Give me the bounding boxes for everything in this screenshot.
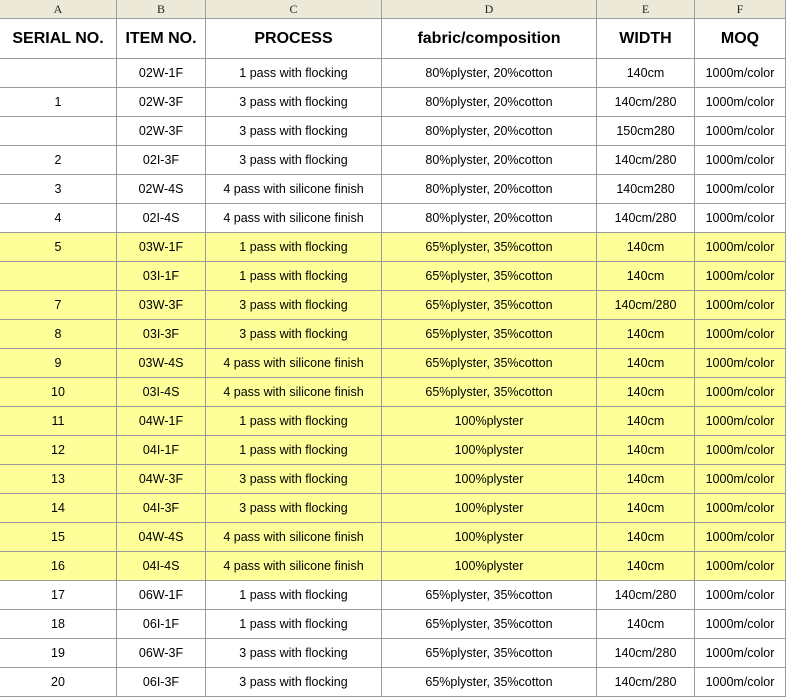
- cell-serial-no[interactable]: 5: [0, 233, 117, 261]
- cell-fabric-composition[interactable]: 65%plyster, 35%cotton: [382, 639, 597, 667]
- cell-item-no[interactable]: 03I-1F: [117, 262, 206, 290]
- table-row: [0, 552, 786, 581]
- header-row: [0, 19, 786, 59]
- cell-moq[interactable]: 1000m/color: [695, 88, 786, 116]
- cell-width[interactable]: 140cm/280: [597, 88, 695, 116]
- column-letter-a[interactable]: A: [0, 0, 117, 18]
- cell-fabric-composition[interactable]: 65%plyster, 35%cotton: [382, 233, 597, 261]
- cell-item-no[interactable]: 04I-1F: [117, 436, 206, 464]
- table-body: [0, 59, 786, 697]
- cell-item-no[interactable]: 04W-1F: [117, 407, 206, 435]
- cell-moq[interactable]: 1000m/color: [695, 378, 786, 406]
- cell-process[interactable]: 3 pass with flocking: [206, 639, 382, 667]
- cell-serial-no[interactable]: [0, 117, 117, 145]
- cell-serial-no[interactable]: 20: [0, 668, 117, 696]
- table-row: [0, 407, 786, 436]
- cell-width[interactable]: 140cm: [597, 349, 695, 377]
- cell-process[interactable]: 3 pass with flocking: [206, 465, 382, 493]
- cell-serial-no[interactable]: [0, 262, 117, 290]
- cell-width[interactable]: 140cm/280: [597, 668, 695, 696]
- cell-item-no[interactable]: 02I-4S: [117, 204, 206, 232]
- cell-process[interactable]: 3 pass with flocking: [206, 291, 382, 319]
- cell-width[interactable]: 140cm: [597, 59, 695, 87]
- cell-process[interactable]: 3 pass with flocking: [206, 146, 382, 174]
- cell-fabric-composition[interactable]: 80%plyster, 20%cotton: [382, 59, 597, 87]
- cell-item-no[interactable]: 02I-3F: [117, 146, 206, 174]
- cell-fabric-composition[interactable]: 65%plyster, 35%cotton: [382, 610, 597, 638]
- cell-item-no[interactable]: 03W-1F: [117, 233, 206, 261]
- table-row: [0, 465, 786, 494]
- cell-width[interactable]: 140cm: [597, 233, 695, 261]
- cell-fabric-composition[interactable]: 100%plyster: [382, 465, 597, 493]
- cell-fabric-composition[interactable]: 100%plyster: [382, 552, 597, 580]
- cell-process[interactable]: 1 pass with flocking: [206, 610, 382, 638]
- cell-process[interactable]: 4 pass with silicone finish: [206, 552, 382, 580]
- cell-process[interactable]: 3 pass with flocking: [206, 117, 382, 145]
- cell-width[interactable]: 140cm: [597, 494, 695, 522]
- cell-moq[interactable]: 1000m/color: [695, 465, 786, 493]
- cell-serial-no[interactable]: 1: [0, 88, 117, 116]
- cell-item-no[interactable]: 03I-3F: [117, 320, 206, 348]
- cell-moq[interactable]: 1000m/color: [695, 407, 786, 435]
- cell-item-no[interactable]: 04I-3F: [117, 494, 206, 522]
- cell-fabric-composition[interactable]: 100%plyster: [382, 523, 597, 551]
- cell-moq[interactable]: 1000m/color: [695, 639, 786, 667]
- cell-width[interactable]: 140cm: [597, 552, 695, 580]
- cell-serial-no[interactable]: 3: [0, 175, 117, 203]
- cell-fabric-composition[interactable]: 100%plyster: [382, 436, 597, 464]
- header-item-no[interactable]: ITEM NO.: [117, 19, 206, 58]
- cell-item-no[interactable]: 03W-3F: [117, 291, 206, 319]
- cell-serial-no[interactable]: 13: [0, 465, 117, 493]
- cell-fabric-composition[interactable]: 65%plyster, 35%cotton: [382, 668, 597, 696]
- cell-item-no[interactable]: 03I-4S: [117, 378, 206, 406]
- cell-item-no[interactable]: 02W-1F: [117, 59, 206, 87]
- table-row: [0, 378, 786, 407]
- cell-fabric-composition[interactable]: 80%plyster, 20%cotton: [382, 204, 597, 232]
- table-row: [0, 581, 786, 610]
- cell-process[interactable]: 1 pass with flocking: [206, 436, 382, 464]
- cell-fabric-composition[interactable]: 65%plyster, 35%cotton: [382, 349, 597, 377]
- cell-fabric-composition[interactable]: 65%plyster, 35%cotton: [382, 262, 597, 290]
- cell-moq[interactable]: 1000m/color: [695, 146, 786, 174]
- cell-moq[interactable]: 1000m/color: [695, 552, 786, 580]
- column-letter-b[interactable]: B: [117, 0, 206, 18]
- cell-serial-no[interactable]: 17: [0, 581, 117, 609]
- table-row: [0, 291, 786, 320]
- cell-moq[interactable]: 1000m/color: [695, 291, 786, 319]
- table-row: [0, 610, 786, 639]
- cell-width[interactable]: 140cm: [597, 262, 695, 290]
- cell-fabric-composition[interactable]: 65%plyster, 35%cotton: [382, 291, 597, 319]
- column-letter-bar: [0, 0, 786, 19]
- cell-serial-no[interactable]: 19: [0, 639, 117, 667]
- cell-serial-no[interactable]: 8: [0, 320, 117, 348]
- table-row: [0, 59, 786, 88]
- cell-width[interactable]: 140cm280: [597, 175, 695, 203]
- cell-width[interactable]: 140cm: [597, 436, 695, 464]
- cell-moq[interactable]: 1000m/color: [695, 262, 786, 290]
- cell-width[interactable]: 140cm/280: [597, 291, 695, 319]
- column-letter-f[interactable]: F: [695, 0, 786, 18]
- cell-width[interactable]: 150cm280: [597, 117, 695, 145]
- cell-process[interactable]: 1 pass with flocking: [206, 233, 382, 261]
- cell-serial-no[interactable]: 15: [0, 523, 117, 551]
- cell-moq[interactable]: 1000m/color: [695, 175, 786, 203]
- cell-item-no[interactable]: 04W-3F: [117, 465, 206, 493]
- table-row: [0, 117, 786, 146]
- cell-moq[interactable]: 1000m/color: [695, 349, 786, 377]
- cell-process[interactable]: 3 pass with flocking: [206, 320, 382, 348]
- header-fabric-composition[interactable]: fabric/composition: [382, 19, 597, 58]
- cell-serial-no[interactable]: [0, 59, 117, 87]
- cell-width[interactable]: 140cm/280: [597, 146, 695, 174]
- cell-item-no[interactable]: 02W-3F: [117, 117, 206, 145]
- cell-process[interactable]: 3 pass with flocking: [206, 88, 382, 116]
- cell-moq[interactable]: 1000m/color: [695, 581, 786, 609]
- cell-width[interactable]: 140cm: [597, 320, 695, 348]
- cell-fabric-composition[interactable]: 100%plyster: [382, 494, 597, 522]
- table-row: [0, 523, 786, 552]
- cell-item-no[interactable]: 06I-1F: [117, 610, 206, 638]
- cell-moq[interactable]: 1000m/color: [695, 233, 786, 261]
- cell-process[interactable]: 4 pass with silicone finish: [206, 378, 382, 406]
- cell-process[interactable]: 4 pass with silicone finish: [206, 523, 382, 551]
- cell-moq[interactable]: 1000m/color: [695, 523, 786, 551]
- cell-item-no[interactable]: 06W-3F: [117, 639, 206, 667]
- cell-fabric-composition[interactable]: 80%plyster, 20%cotton: [382, 117, 597, 145]
- table-row: [0, 175, 786, 204]
- cell-item-no[interactable]: 02W-4S: [117, 175, 206, 203]
- cell-process[interactable]: 1 pass with flocking: [206, 59, 382, 87]
- cell-moq[interactable]: 1000m/color: [695, 436, 786, 464]
- header-serial-no[interactable]: SERIAL NO.: [0, 19, 117, 58]
- cell-process[interactable]: 4 pass with silicone finish: [206, 175, 382, 203]
- cell-width[interactable]: 140cm/280: [597, 204, 695, 232]
- table-row: [0, 262, 786, 291]
- cell-serial-no[interactable]: 10: [0, 378, 117, 406]
- table-row: [0, 494, 786, 523]
- cell-item-no[interactable]: 02W-3F: [117, 88, 206, 116]
- cell-moq[interactable]: 1000m/color: [695, 117, 786, 145]
- cell-width[interactable]: 140cm: [597, 610, 695, 638]
- header-moq[interactable]: MOQ: [695, 19, 786, 58]
- cell-process[interactable]: 3 pass with flocking: [206, 494, 382, 522]
- cell-fabric-composition[interactable]: 80%plyster, 20%cotton: [382, 146, 597, 174]
- table-row: [0, 233, 786, 262]
- cell-width[interactable]: 140cm/280: [597, 581, 695, 609]
- cell-item-no[interactable]: 03W-4S: [117, 349, 206, 377]
- table-row: [0, 639, 786, 668]
- cell-width[interactable]: 140cm: [597, 523, 695, 551]
- column-letter-d[interactable]: D: [382, 0, 597, 18]
- cell-serial-no[interactable]: 2: [0, 146, 117, 174]
- cell-serial-no[interactable]: 11: [0, 407, 117, 435]
- header-width[interactable]: WIDTH: [597, 19, 695, 58]
- cell-item-no[interactable]: 04I-4S: [117, 552, 206, 580]
- cell-process[interactable]: 3 pass with flocking: [206, 668, 382, 696]
- cell-process[interactable]: 1 pass with flocking: [206, 407, 382, 435]
- table-row: [0, 668, 786, 697]
- cell-process[interactable]: 1 pass with flocking: [206, 262, 382, 290]
- column-letter-c[interactable]: C: [206, 0, 382, 18]
- table-row: [0, 204, 786, 233]
- cell-item-no[interactable]: 04W-4S: [117, 523, 206, 551]
- cell-process[interactable]: 4 pass with silicone finish: [206, 204, 382, 232]
- cell-serial-no[interactable]: 12: [0, 436, 117, 464]
- header-process[interactable]: PROCESS: [206, 19, 382, 58]
- cell-fabric-composition[interactable]: 65%plyster, 35%cotton: [382, 320, 597, 348]
- cell-moq[interactable]: 1000m/color: [695, 204, 786, 232]
- cell-item-no[interactable]: 06I-3F: [117, 668, 206, 696]
- cell-serial-no[interactable]: 9: [0, 349, 117, 377]
- column-letter-e[interactable]: E: [597, 0, 695, 18]
- cell-width[interactable]: 140cm: [597, 407, 695, 435]
- cell-fabric-composition[interactable]: 100%plyster: [382, 407, 597, 435]
- table-row: [0, 349, 786, 378]
- cell-serial-no[interactable]: 14: [0, 494, 117, 522]
- cell-serial-no[interactable]: 4: [0, 204, 117, 232]
- cell-moq[interactable]: 1000m/color: [695, 610, 786, 638]
- cell-fabric-composition[interactable]: 65%plyster, 35%cotton: [382, 378, 597, 406]
- cell-item-no[interactable]: 06W-1F: [117, 581, 206, 609]
- cell-width[interactable]: 140cm: [597, 465, 695, 493]
- cell-serial-no[interactable]: 16: [0, 552, 117, 580]
- cell-process[interactable]: 4 pass with silicone finish: [206, 349, 382, 377]
- table-row: [0, 146, 786, 175]
- table-row: [0, 88, 786, 117]
- cell-fabric-composition[interactable]: 80%plyster, 20%cotton: [382, 175, 597, 203]
- table-row: [0, 320, 786, 349]
- cell-moq[interactable]: 1000m/color: [695, 59, 786, 87]
- cell-fabric-composition[interactable]: 65%plyster, 35%cotton: [382, 581, 597, 609]
- cell-width[interactable]: 140cm: [597, 378, 695, 406]
- cell-serial-no[interactable]: 7: [0, 291, 117, 319]
- cell-serial-no[interactable]: 18: [0, 610, 117, 638]
- cell-fabric-composition[interactable]: 80%plyster, 20%cotton: [382, 88, 597, 116]
- cell-process[interactable]: 1 pass with flocking: [206, 581, 382, 609]
- cell-moq[interactable]: 1000m/color: [695, 320, 786, 348]
- cell-width[interactable]: 140cm/280: [597, 639, 695, 667]
- cell-moq[interactable]: 1000m/color: [695, 494, 786, 522]
- table-row: [0, 436, 786, 465]
- cell-moq[interactable]: 1000m/color: [695, 668, 786, 696]
